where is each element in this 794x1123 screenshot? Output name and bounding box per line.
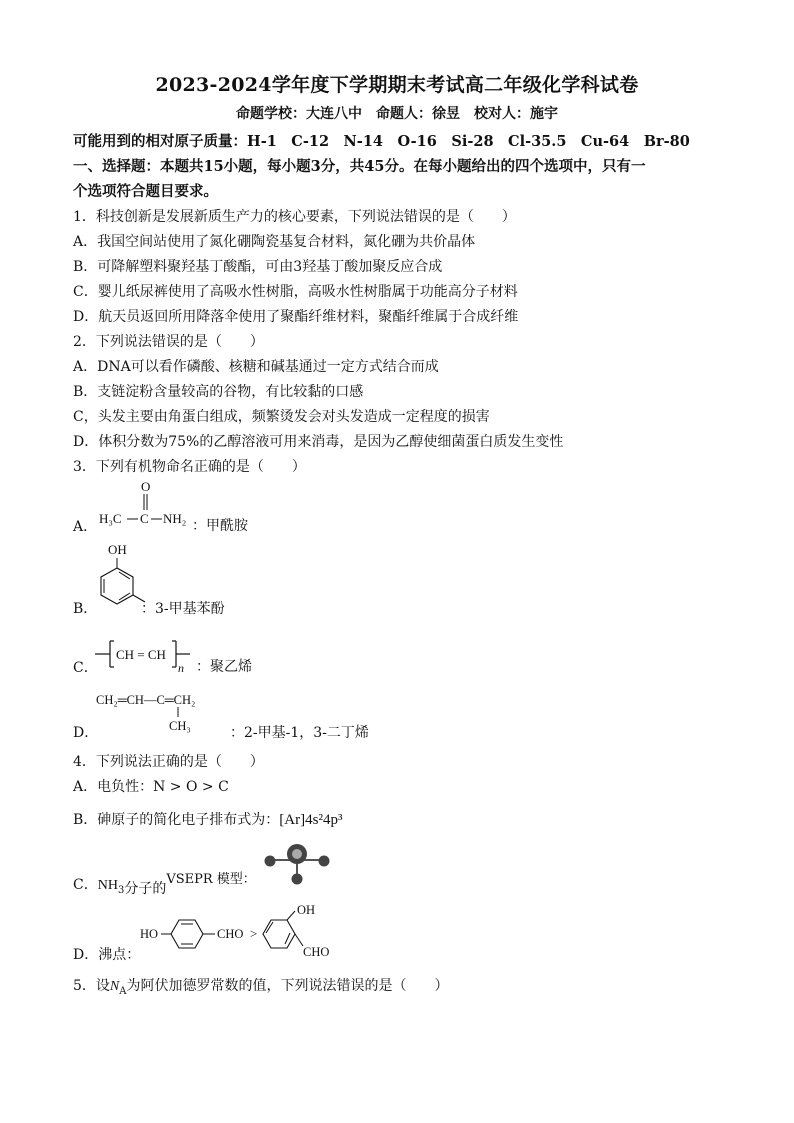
polyacetylene-n: n <box>178 661 184 675</box>
greater-than: > <box>250 926 258 941</box>
svg-text:C: C <box>140 511 149 526</box>
nh3-vsepr-model <box>258 842 338 887</box>
section-header-line1: 一、选择题：本题共15小题，每小题3分，共45分。在每小题给出的四个选项中，只有一 <box>73 158 646 175</box>
q3-stem: 3．下列有机物命名正确的是（ ） <box>73 459 306 475</box>
q4-option-c <box>73 874 256 896</box>
atomic-mass-line: 可能用到的相对原子质量：H-1 C-12 N-14 O-16 Si-28 Cl-35.5 Cu-64 Br-80 <box>73 133 690 150</box>
q1-option-a: A．我国空间站使用了氮化硼陶瓷基复合材料，氮化硼为共价晶体 <box>73 234 476 250</box>
q1-stem: 1．科技创新是发展新质生产力的核心要素，下列说法错误的是（ ） <box>73 209 516 225</box>
cresol-oh: OH <box>108 542 127 557</box>
q2-option-c: C，头发主要由角蛋白组成，频繁烫发会对头发造成一定程度的损害 <box>73 409 490 425</box>
q4-option-b <box>73 809 342 829</box>
acetamide-left-group: H₃C <box>99 511 122 526</box>
q4-option-d-label: D．沸点： <box>73 947 141 963</box>
nh3-subscript: 3 <box>117 884 125 896</box>
polyacetylene-unit: CH = CH <box>116 647 166 662</box>
q3-option-c-name: ：聚乙烯 <box>196 659 252 675</box>
avogadro-symbol: N <box>109 979 120 994</box>
q5-stem-prefix: 5．设 <box>73 978 110 994</box>
nh3-formula: NH <box>97 878 118 893</box>
author-line: 命题学校：大连八中 命题人：徐昱 校对人：施宇 <box>236 106 558 122</box>
q4-option-b-text: B．砷原子的简化电子排布式为： <box>73 812 280 828</box>
diene-structure <box>94 690 234 735</box>
acetamide-structure <box>96 480 206 530</box>
q2-option-a: A．DNA可以看作磷酸、核糖和碱基通过一定方式结合而成 <box>73 359 439 375</box>
q5-stem <box>73 975 449 997</box>
arsenic-electron-config: [Ar]4s²4p³ <box>279 812 343 828</box>
q1-option-c: C．婴儿纸尿裤使用了高吸水性树脂，高吸水性树脂属于功能高分子材料 <box>73 284 518 300</box>
q2-option-b: B．支链淀粉含量较高的谷物，有比较黏的口感 <box>73 384 364 400</box>
diene-methyl: CH₃ <box>169 719 191 733</box>
exam-title: 2023-2024学年度下学期期末考试高二年级化学科试卷 <box>155 74 639 96</box>
q4-option-c-label: C． <box>73 877 98 893</box>
para-cho: CHO <box>217 927 244 941</box>
q1-option-b: B．可降解塑料聚羟基丁酸酯，可由3羟基丁酸加聚反应合成 <box>73 259 443 275</box>
ortho-cho: CHO <box>303 945 330 959</box>
q3-option-b-label: B． <box>73 601 98 617</box>
q3-option-a-name: ：甲酰胺 <box>192 518 248 534</box>
diene-chain: CH₂═CH—C═CH₂ <box>96 693 196 707</box>
section-header-line2: 个选项符合题目要求。 <box>73 183 218 200</box>
para-ho: HO <box>140 927 159 941</box>
q4-option-c-text: 分子的 <box>124 881 167 897</box>
q2-stem: 2．下列说法错误的是（ ） <box>73 334 264 350</box>
q4-stem: 4．下列说法正确的是（ ） <box>73 754 264 770</box>
q3-option-b-name: ：3-甲基苯酚 <box>141 601 225 617</box>
q3-option-c-label: C． <box>73 660 98 676</box>
q3-option-a-label: A． <box>73 519 98 535</box>
polyacetylene-structure <box>92 638 202 678</box>
q2-option-d: D．体积分数为75%的乙醇溶液可用来消毒，是因为乙醇使细菌蛋白质发生变性 <box>73 434 564 450</box>
acetamide-oxygen: O <box>141 479 151 494</box>
acetamide-right-group: NH₂ <box>163 511 187 526</box>
ortho-oh: OH <box>297 903 316 917</box>
q1-option-d: D．航天员返回所用降落伞使用了聚酯纤维材料，聚酯纤维属于合成纤维 <box>73 309 519 325</box>
avogadro-subscript: A <box>119 985 127 997</box>
q4-option-a: A．电负性：N > O > C <box>73 779 229 795</box>
hydroxybenzaldehyde-structures <box>140 900 340 965</box>
q5-stem-suffix: 为阿伏加德罗常数的值，下列说法错误的是（ ） <box>126 978 449 994</box>
q3-option-d-label: D． <box>73 725 99 741</box>
vsepr-label: VSEPR 模型： <box>166 872 256 887</box>
q3-option-d-name: ：2-甲基-1，3-二丁烯 <box>230 725 369 741</box>
